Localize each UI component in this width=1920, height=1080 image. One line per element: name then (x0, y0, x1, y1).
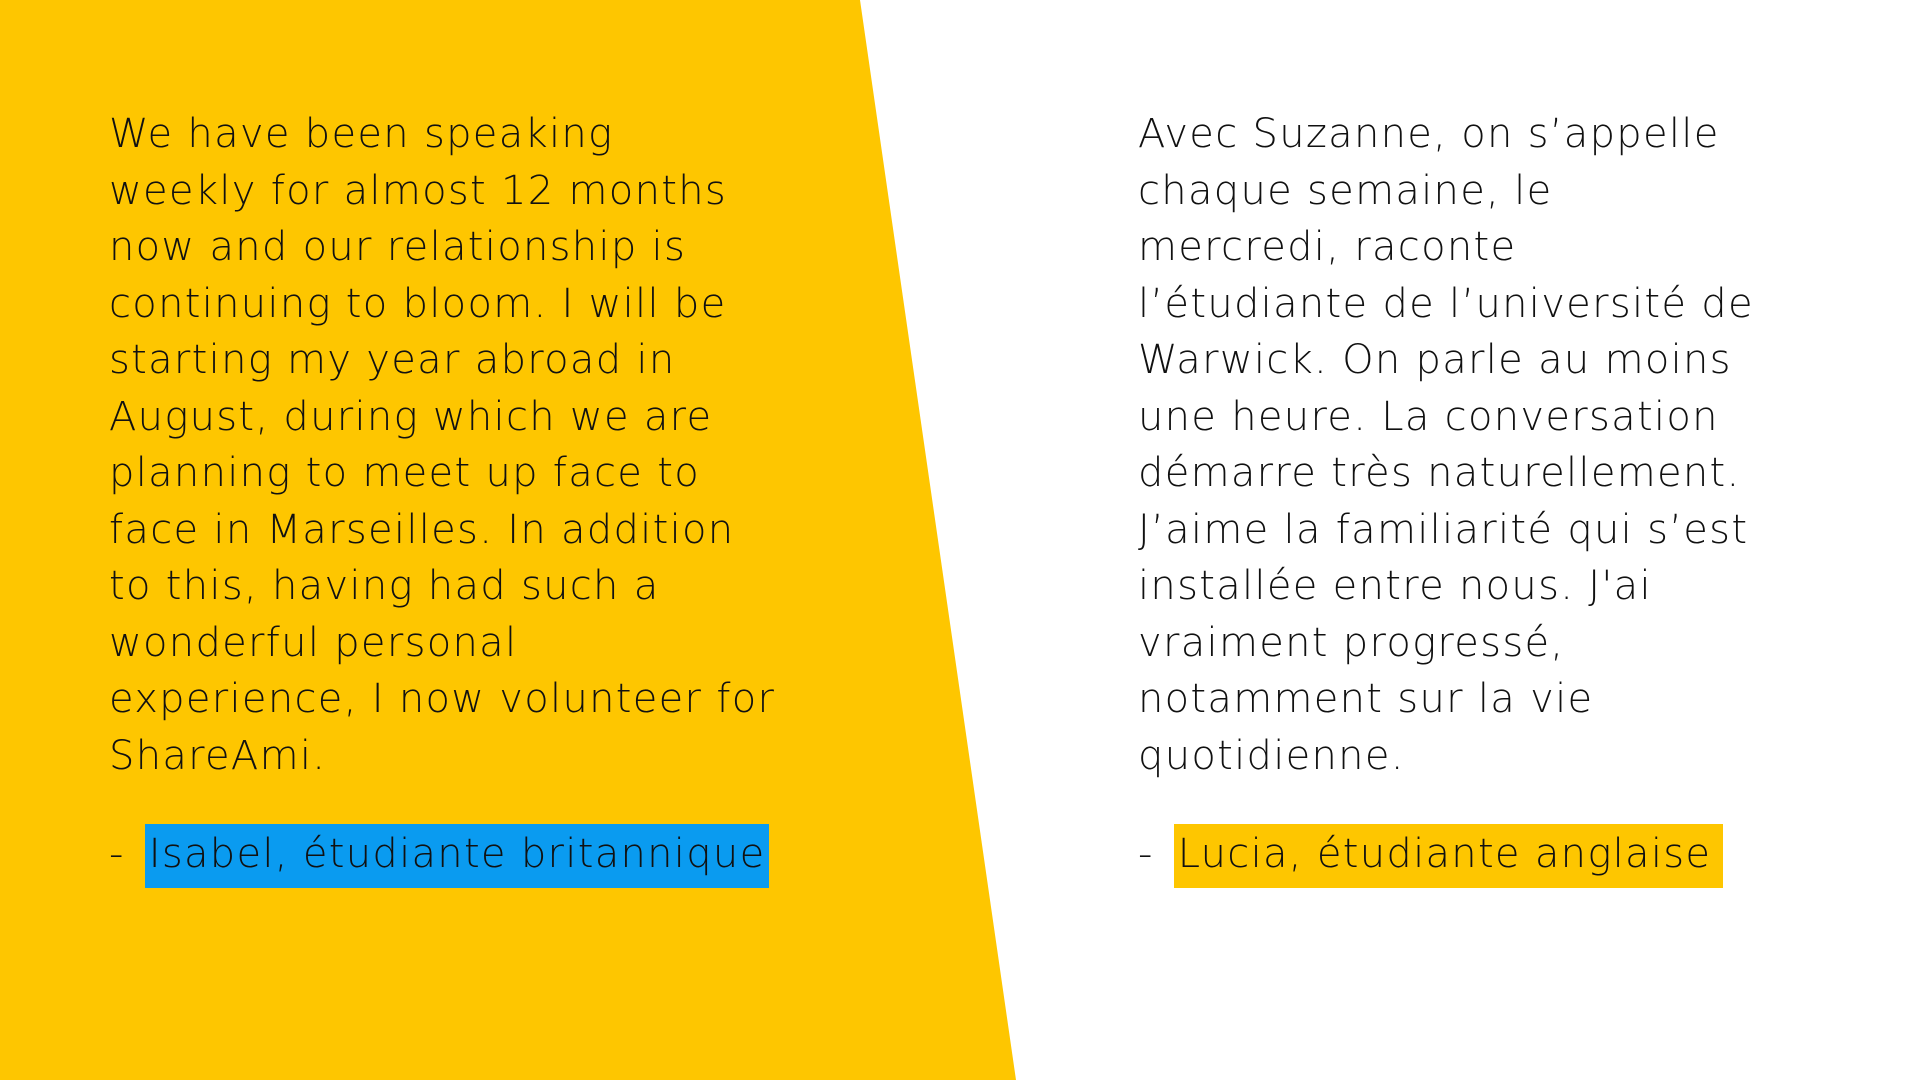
left-testimonial (109, 106, 829, 888)
right-testimonial (1138, 106, 1858, 888)
right-attribution-dash: - (1138, 831, 1154, 877)
left-author-name: Isabel, étudiante britannique (145, 824, 770, 888)
right-author-name: Lucia, étudiante anglaise (1174, 824, 1724, 888)
left-quote-text: We have been speaking weekly for almost 12 months now and our relationship is continuing to bloom. I will be starting my year abroad in August, during which we are planning to meet up face to face in Marseilles. In addition to this, having had such a wonderful personal experience, I now volunteer for ShareAmi. (109, 111, 776, 779)
right-quote-text: Avec Suzanne, on s’appelle chaque semaine, le mercredi, raconte l’étudiante de l’université de Warwick. On parle au moins une heure. La conversation démarre très naturellement. J’aime la familiarité qui s’est installée entre nous. J'ai vraiment progressé, notamment sur la vie quotidienne. (1138, 111, 1754, 779)
left-attribution (109, 824, 829, 888)
left-attribution-dash: - (109, 831, 125, 877)
right-attribution (1138, 824, 1858, 888)
